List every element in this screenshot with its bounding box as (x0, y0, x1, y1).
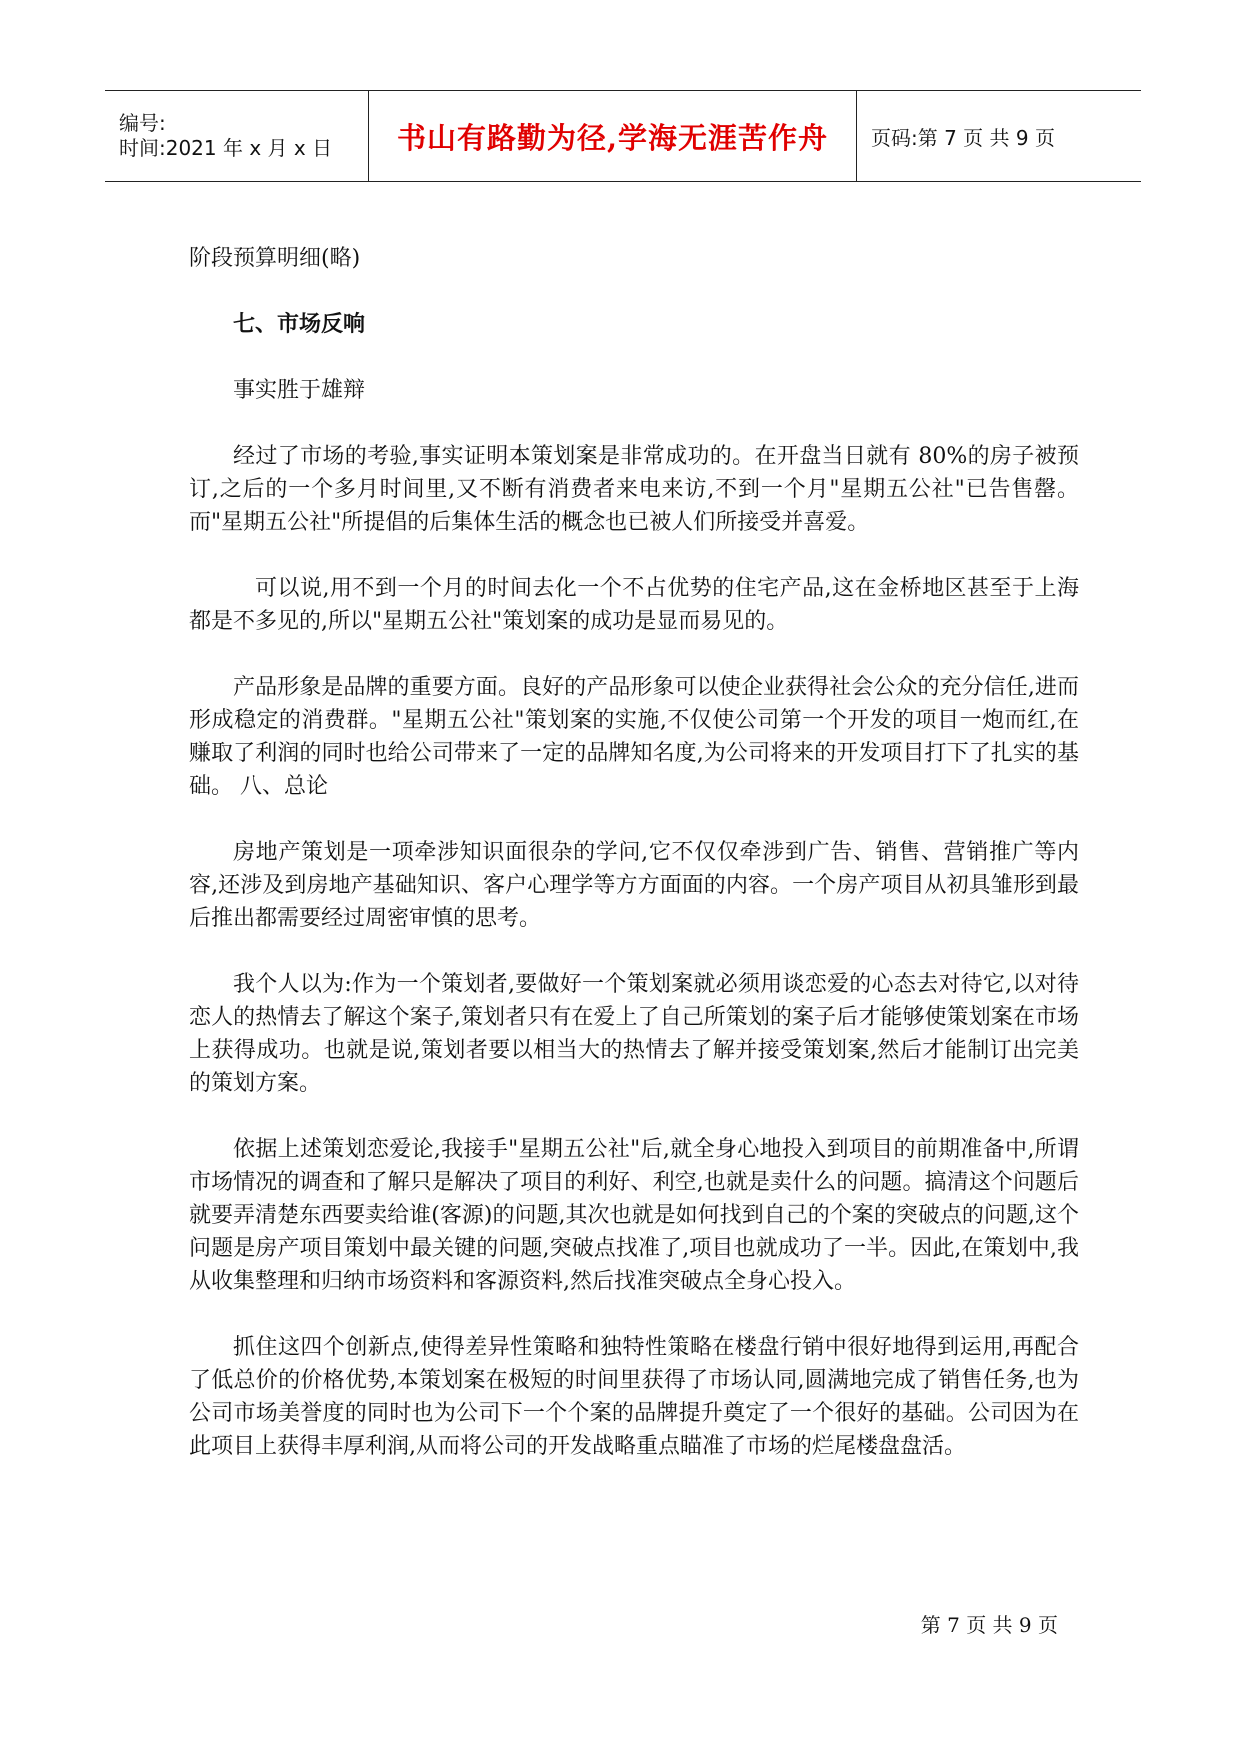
number-label: 编号: (119, 111, 166, 135)
header-motto: 书山有路勤为径,学海无涯苦作舟 (369, 91, 857, 181)
header-page-label: 页码:第 7 页 共 9 页 (871, 125, 1055, 150)
document-header (105, 90, 1141, 182)
time-label: 时间:2021 年 x 月 x 日 (119, 136, 333, 160)
header-meta (105, 91, 369, 181)
section-subtitle: 事实胜于雄辩 (233, 378, 366, 403)
paragraph: 依据上述策划恋爱论,我接手"星期五公社"后,就全身心地投入到项目的前期准备中,所谓市场情况的调查和了解只是解决了项目的利好、利空,也就是卖什么的问题。搞清这个问题后就要弄清楚东西要卖给谁(客源)的问题,其次也就是如何找到自己的个案的突破点的问题,这个问题是房产项目策划中最关键的问题,突破点找准了,项目也就成功了一半。因此,在策划中,我从收集整理和归纳市场资料和客源资料,然后找准突破点全身心投入。 (189, 1137, 1079, 1294)
document-body (189, 242, 1079, 1496)
page-footer: 第 7 页 共 9 页 (920, 1613, 1058, 1637)
paragraph: 可以说,用不到一个月的时间去化一个不占优势的住宅产品,这在金桥地区甚至于上海都是不多见的,所以"星期五公社"策划案的成功是显而易见的。 (189, 576, 1079, 634)
paragraph: 抓住这四个创新点,使得差异性策略和独特性策略在楼盘行销中很好地得到运用,再配合了低总价的价格优势,本策划案在极短的时间里获得了市场认同,圆满地完成了销售任务,也为公司市场美誉度的同时也为公司下一个个案的品牌提升奠定了一个很好的基础。公司因为在此项目上获得丰厚利润,从而将公司的开发战略重点瞄准了市场的烂尾楼盘盘活。 (189, 1335, 1079, 1459)
paragraph: 产品形象是品牌的重要方面。良好的产品形象可以使企业获得社会公众的充分信任,进而形成稳定的消费群。"星期五公社"策划案的实施,不仅使公司第一个开发的项目一炮而红,在赚取了利润的同时也给公司带来了一定的品牌知名度,为公司将来的开发项目打下了扎实的基础。 八、总论 (189, 675, 1079, 799)
section-title: 七、市场反响 (233, 312, 366, 337)
paragraph: 经过了市场的考验,事实证明本策划案是非常成功的。在开盘当日就有 80%的房子被预订,之后的一个多月时间里,又不断有消费者来电来访,不到一个月"星期五公社"已告售罄。而"星期五公社"所提倡的后集体生活的概念也已被人们所接受并喜爱。 (189, 444, 1079, 535)
paragraph: 我个人以为:作为一个策划者,要做好一个策划案就必须用谈恋爱的心态去对待它,以对待恋人的热情去了解这个案子,策划者只有在爱上了自己所策划的案子后才能够使策划案在市场上获得成功。也就是说,策划者要以相当大的热情去了解并接受策划案,然后才能制订出完美的策划方案。 (189, 972, 1079, 1096)
paragraph: 房地产策划是一项牵涉知识面很杂的学问,它不仅仅牵涉到广告、销售、营销推广等内容,还涉及到房地产基础知识、客户心理学等方方面面的内容。一个房产项目从初具雏形到最后推出都需要经过周密审慎的思考。 (189, 840, 1079, 931)
budget-line: 阶段预算明细(略) (189, 246, 361, 271)
